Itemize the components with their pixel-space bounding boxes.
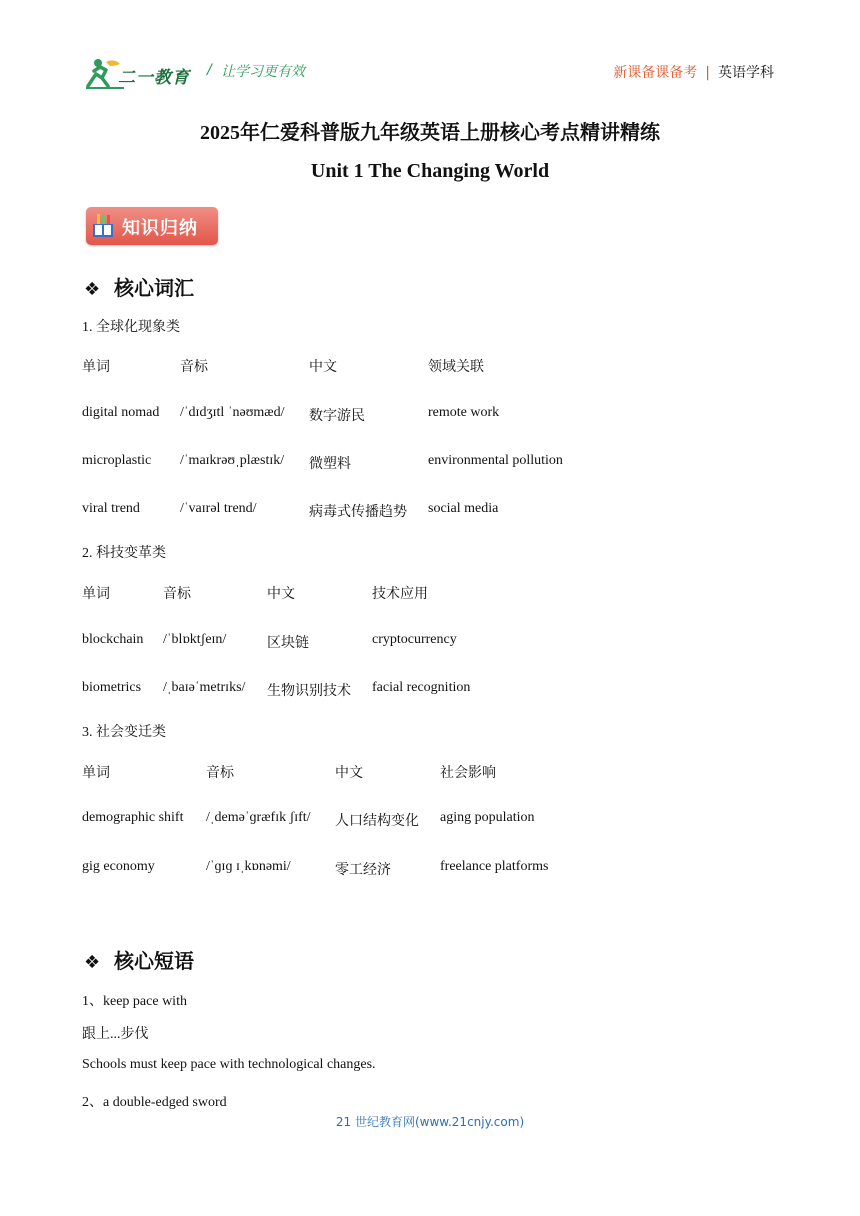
diamond-bullet-icon: ❖ xyxy=(84,952,101,973)
word-cell: blockchain xyxy=(82,632,144,647)
phrases-heading xyxy=(84,945,194,974)
vocab-section-title: 1. 全球化现象类 xyxy=(82,320,180,335)
book-icon xyxy=(92,212,114,238)
column-header: 音标 xyxy=(163,587,191,602)
related-cell: facial recognition xyxy=(372,680,471,695)
phonetic-cell: /ˈblɒktʃeɪn/ xyxy=(163,632,227,647)
column-header: 技术应用 xyxy=(372,587,428,602)
course-label: 新课备课备考 xyxy=(613,65,698,81)
column-header: 单词 xyxy=(82,766,110,781)
chinese-cell: 零工经济 xyxy=(335,863,391,878)
phrases-heading-text: 核心短语 xyxy=(114,949,194,973)
chinese-cell: 微塑料 xyxy=(309,457,351,472)
word-cell: digital nomad xyxy=(82,405,160,420)
column-header: 中文 xyxy=(309,360,337,375)
logo xyxy=(84,56,190,90)
related-cell: cryptocurrency xyxy=(372,632,457,647)
vocab-section-title: 2. 科技变革类 xyxy=(82,546,166,561)
diamond-bullet-icon: ❖ xyxy=(84,279,101,300)
related-cell: freelance platforms xyxy=(440,859,549,874)
phrase-line: 2、a double-edged sword xyxy=(82,1095,227,1110)
related-cell: environmental pollution xyxy=(428,453,563,468)
column-header: 中文 xyxy=(335,766,363,781)
phonetic-cell: /ˈmaɪkrəʊˌplæstɪk/ xyxy=(180,453,285,468)
phrase-line: 1、keep pace with xyxy=(82,994,187,1009)
vocab-section-title: 3. 社会变迁类 xyxy=(82,725,166,740)
column-header: 单词 xyxy=(82,360,110,375)
phonetic-cell: /ˈvaɪrəl trend/ xyxy=(180,501,257,516)
column-header: 领域关联 xyxy=(428,360,484,375)
related-cell: aging population xyxy=(440,810,535,825)
vocab-heading-text: 核心词汇 xyxy=(114,276,194,300)
phrase-line: 跟上...步伐 xyxy=(82,1027,149,1042)
chinese-cell: 人口结构变化 xyxy=(335,814,419,829)
logo-text: 二一教育 xyxy=(118,68,190,88)
word-cell: biometrics xyxy=(82,680,142,695)
subject-label: 英语学科 xyxy=(718,65,774,81)
related-cell: remote work xyxy=(428,405,500,420)
page-title: 2025年仁爱科普版九年级英语上册核心考点精讲精练 xyxy=(200,122,660,144)
column-header: 音标 xyxy=(180,360,208,375)
slogan: 让学习更有效 xyxy=(221,64,305,80)
word-cell: gig economy xyxy=(82,859,155,874)
phonetic-cell: /ˈdɪdʒɪtl ˈnəʊmæd/ xyxy=(180,405,285,420)
related-cell: social media xyxy=(428,501,499,516)
column-header: 社会影响 xyxy=(440,766,496,781)
phonetic-cell: /ˌdeməˈɡræfɪk ʃɪft/ xyxy=(206,810,311,825)
word-cell: microplastic xyxy=(82,453,152,468)
phrase-line: Schools must keep pace with technological changes. xyxy=(82,1057,376,1072)
badge-label: 知识归纳 xyxy=(122,218,198,239)
chinese-cell: 数字游民 xyxy=(309,409,365,424)
header-separator: | xyxy=(705,65,710,81)
word-cell: demographic shift xyxy=(82,810,184,825)
knowledge-summary-badge xyxy=(86,207,218,245)
phonetic-cell: /ˈɡɪɡ ɪˌkɒnəmi/ xyxy=(206,859,291,874)
header-right xyxy=(613,62,774,82)
column-header: 音标 xyxy=(206,766,234,781)
word-cell: viral trend xyxy=(82,501,140,516)
column-header: 中文 xyxy=(267,587,295,602)
chinese-cell: 区块链 xyxy=(267,636,309,651)
page-subtitle: Unit 1 The Changing World xyxy=(310,160,550,182)
chinese-cell: 生物识别技术 xyxy=(267,684,351,699)
chinese-cell: 病毒式传播趋势 xyxy=(309,505,407,520)
slogan-separator: / xyxy=(207,62,212,78)
footer-source: 21 世纪教育网(www.21cnjy.com) xyxy=(335,1115,525,1129)
vocab-heading xyxy=(84,272,194,301)
phonetic-cell: /ˌbaɪəˈmetrɪks/ xyxy=(163,680,246,695)
column-header: 单词 xyxy=(82,587,110,602)
